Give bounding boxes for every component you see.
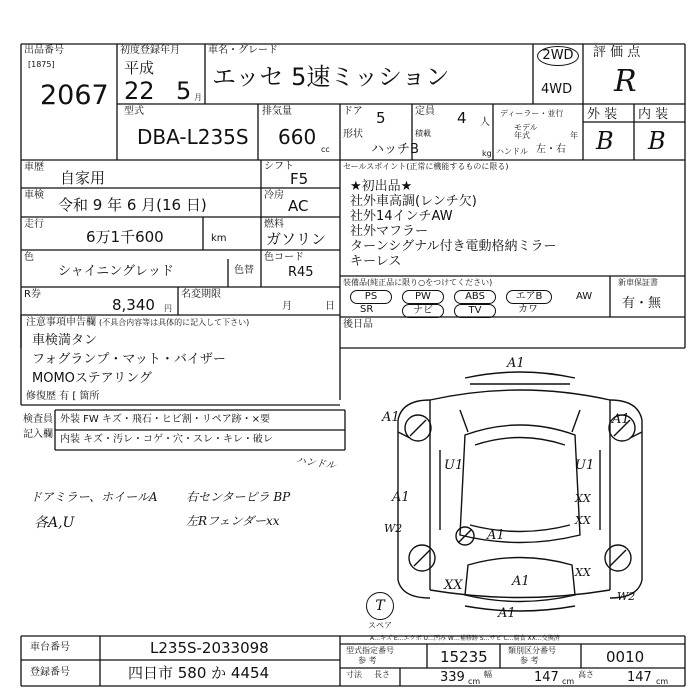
- handwritten-2a: 各A,U: [34, 515, 75, 531]
- recycle-label: R券: [24, 289, 41, 300]
- mark-right-xx-2: XX: [575, 514, 591, 527]
- class-id-label: 類別区分番号: [508, 646, 556, 655]
- sales-point-2: 社外車高調(レンチ欠): [350, 194, 477, 209]
- shift: F5: [290, 170, 309, 188]
- equip-tv: TV: [454, 304, 496, 318]
- handle-label: ハンドル: [496, 147, 528, 156]
- cc-unit: cc: [321, 145, 330, 154]
- mark-left-w2: W2: [384, 522, 403, 535]
- overall-score: R: [614, 64, 637, 99]
- equip-aw: AW: [576, 291, 593, 302]
- note-line-2: フォグランプ・マット・バイザー: [32, 352, 226, 367]
- width-label: 幅: [484, 670, 492, 679]
- body-type: ハッチB: [371, 142, 419, 157]
- sales-point-1: ★初出品★: [350, 179, 413, 194]
- exterior-grade: B: [596, 127, 614, 155]
- handwritten-1b: 右センターピラ BP: [186, 490, 291, 504]
- repair-history: 修復歴 有 [ 箇所: [26, 391, 100, 402]
- model-year-label2: 年式: [514, 131, 530, 140]
- equip-airbag: エアB: [506, 290, 552, 304]
- notes-label: 注意事項申告欄: [26, 317, 96, 328]
- dealer-label: ディーラー・並行: [500, 109, 564, 118]
- year-suffix: 年: [570, 131, 578, 140]
- mileage-label: 走行: [24, 219, 44, 230]
- mark-right-door: U1: [575, 458, 595, 473]
- model-id-ref: 参 考: [358, 656, 377, 665]
- registration-year: 22: [124, 77, 155, 105]
- ac-label: 冷房: [264, 190, 284, 201]
- spare-label: スペア: [368, 621, 392, 630]
- notes-sublabel: (不具合内容等は具体的に記入して下さい): [99, 318, 250, 327]
- sales-point-6: キーレス: [350, 254, 402, 269]
- sales-point-3: 社外14インチAW: [350, 209, 453, 224]
- height-unit: cm: [656, 677, 669, 686]
- registration-month: 5: [176, 77, 192, 105]
- color-code: R45: [288, 265, 314, 280]
- shift-label: シフト: [264, 161, 294, 172]
- color-label: 色: [24, 252, 34, 263]
- equip-pw: PW: [402, 290, 444, 304]
- class-id: 0010: [606, 648, 645, 666]
- mark-left-door: U1: [444, 458, 464, 473]
- air-conditioning: AC: [288, 197, 309, 215]
- displacement-label: 排気量: [262, 106, 292, 117]
- mark-rear-a1: A1: [512, 574, 530, 589]
- chassis-number: L235S-2033098: [150, 639, 269, 657]
- color-code-label: 色コード: [264, 252, 304, 263]
- equip-leather: カワ: [518, 304, 538, 315]
- sales-point-5: ターンシグナル付き電動格納ミラー: [350, 239, 557, 254]
- inspection-date: 令和 9 年 6 月(16 日): [58, 196, 207, 214]
- mark-rear-bumper: A1: [498, 606, 516, 621]
- weight-label: 積載: [415, 129, 431, 138]
- inspector-exterior: 外装 FW キズ・飛石・ヒビ割・リペア跡・×要: [60, 414, 270, 425]
- car-name: エッセ 5速ミッション: [212, 63, 450, 91]
- month-unit: 月: [194, 93, 202, 102]
- lot-number: 2067: [40, 80, 109, 111]
- inspection-label: 車検: [24, 190, 44, 201]
- score-label: 評 価 点: [593, 45, 641, 60]
- kg-unit: kg: [482, 149, 492, 158]
- drive-4wd: 4WD: [541, 82, 573, 97]
- class-id-ref: 参 考: [520, 656, 539, 665]
- body-label: 形状: [343, 129, 363, 140]
- note-line-3: MOMOステアリング: [32, 371, 152, 386]
- car-name-label: 車名・グレード: [208, 45, 278, 56]
- capacity: 4: [457, 109, 467, 127]
- note-line-1: 車検満タン: [32, 333, 98, 348]
- recycle-fee: 8,340: [112, 296, 155, 314]
- damage-legend: A…キズ E…エクボ U…凹み W…補修跡 S…サビ C…腐食 XX…交換済: [370, 635, 560, 642]
- dims-label: 寸法: [346, 670, 362, 679]
- length-label: 長さ: [374, 670, 390, 679]
- width: 147: [534, 670, 559, 685]
- length: 339: [440, 670, 465, 685]
- capacity-label: 定員: [415, 106, 435, 117]
- inspector-label-2: 記入欄: [23, 429, 53, 440]
- handwritten-2b: 左Rフェンダーxx: [186, 514, 280, 528]
- exterior-label: 外 装: [587, 107, 618, 122]
- doors-label: ドア: [343, 106, 363, 117]
- length-unit: cm: [468, 677, 481, 686]
- lot-small-number: [1875]: [28, 60, 55, 69]
- drive-2wd: 2WD: [537, 46, 579, 66]
- warranty-value: 有・無: [622, 296, 662, 311]
- registration-label: 登録番号: [30, 667, 70, 678]
- mark-rear-left-xx: XX: [444, 578, 463, 593]
- model-code: DBA-L235S: [137, 125, 249, 149]
- interior-grade: B: [648, 127, 666, 155]
- era: 平成: [124, 59, 155, 77]
- mark-right-xx-1: XX: [575, 492, 591, 505]
- chassis-label: 車台番号: [30, 642, 70, 653]
- equip-sr: SR: [360, 304, 374, 315]
- first-registration-label: 初度登録年月: [120, 45, 180, 56]
- mark-rear-right-w2: W2: [617, 590, 636, 603]
- recycle-month: 月: [282, 301, 292, 312]
- yen-unit: 円: [164, 304, 172, 313]
- height: 147: [627, 670, 652, 685]
- equip-navi: ナビ: [402, 304, 444, 318]
- km-unit: km: [211, 233, 227, 244]
- mark-left-pillar: A1: [392, 490, 410, 505]
- equip-ps: PS: [350, 290, 392, 304]
- rear-items-label: 後日品: [343, 319, 373, 330]
- color-swap-label: 色替: [234, 265, 254, 276]
- color: シャイニングレッド: [58, 264, 174, 279]
- doors: 5: [376, 109, 386, 127]
- model-year-label: モデル: [514, 123, 538, 132]
- warranty-label: 新車保証書: [618, 278, 658, 287]
- mark-rear-right-xx: XX: [575, 566, 591, 579]
- mark-roof-front: A1: [507, 356, 525, 371]
- fuel: ガソリン: [266, 230, 327, 248]
- recycle-day: 日: [325, 301, 335, 312]
- equipment-label: 装備品(純正品に限り○をつけてください): [343, 278, 493, 287]
- displacement: 660: [278, 125, 317, 149]
- lot-number-label: 出品番号: [24, 45, 64, 56]
- sales-point-4: 社外マフラー: [350, 224, 429, 239]
- height-label: 高さ: [578, 670, 594, 679]
- recycle-date-label: 名変期限: [181, 289, 221, 300]
- capacity-unit: 人: [480, 117, 490, 128]
- handle-note: ハンドル: [295, 455, 337, 472]
- handwritten-1a: ドアミラー、ホイールA: [30, 490, 158, 504]
- equip-abs: ABS: [454, 290, 496, 304]
- inspector-label-1: 検査員: [23, 414, 53, 425]
- handle-value: 左・右: [536, 144, 566, 155]
- interior-label: 内 装: [638, 107, 669, 122]
- width-unit: cm: [562, 677, 575, 686]
- inspector-interior: 内装 キズ・汚レ・コゲ・穴・スレ・キレ・破レ: [60, 434, 273, 445]
- mileage: 6万1千600: [86, 228, 164, 246]
- sales-points-label: セールスポイント(正常に機能するものに限る): [343, 162, 509, 171]
- mark-center-a1: A1: [487, 528, 505, 543]
- registration-number: 四日市 580 か 4454: [128, 664, 270, 682]
- mark-right-front: A1: [612, 412, 630, 427]
- model-id: 15235: [440, 648, 488, 666]
- mark-left-front: A1: [382, 410, 400, 425]
- model-label: 型式: [124, 106, 144, 117]
- fuel-label: 燃料: [264, 219, 284, 230]
- spare-tire-mark: T: [366, 592, 394, 620]
- model-id-label: 型式指定番号: [346, 646, 394, 655]
- category: 自家用: [60, 169, 106, 187]
- category-label: 車歴: [24, 162, 44, 173]
